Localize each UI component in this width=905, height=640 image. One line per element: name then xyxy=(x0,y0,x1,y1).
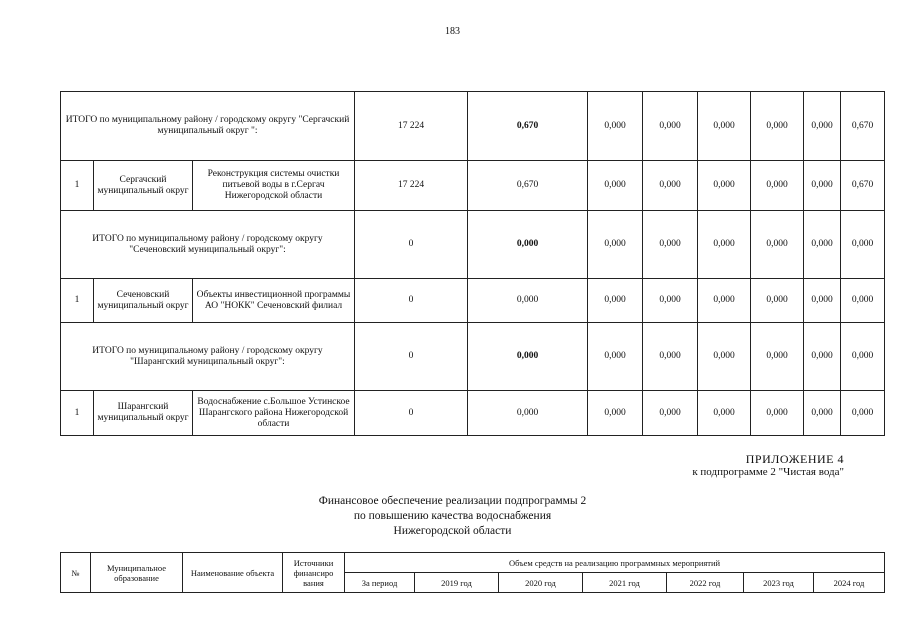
table-row-total xyxy=(61,211,885,279)
count-cell: 17 224 xyxy=(355,92,468,161)
value-cell: 0,000 xyxy=(751,279,804,323)
value-cell: 0,000 xyxy=(588,323,643,391)
section-heading-line1: Финансовое обеспечение реализации подпрограммы 2 xyxy=(318,495,587,507)
row-number: 1 xyxy=(61,391,94,436)
header-period: 2022 год xyxy=(667,573,744,593)
value-cell: 0,000 xyxy=(751,92,804,161)
section-heading-line3: Нижегородской области xyxy=(393,525,512,537)
value-cell: 0,000 xyxy=(804,323,841,391)
header-period: За период xyxy=(345,573,415,593)
value-cell: 0,000 xyxy=(643,161,698,211)
header-municipality: Муниципальное образование xyxy=(91,553,183,593)
value-cell: 0,000 xyxy=(698,279,751,323)
table-row-total xyxy=(61,92,885,161)
value-cell: 0,000 xyxy=(804,279,841,323)
value-cell: 0,000 xyxy=(841,279,885,323)
value-cell: 0,670 xyxy=(841,92,885,161)
value-cell: 0,000 xyxy=(841,391,885,436)
total-cell: 0,670 xyxy=(468,92,588,161)
header-object: Наименование объекта xyxy=(183,553,283,593)
value-cell: 0,000 xyxy=(841,211,885,279)
total-label: ИТОГО по муниципальному району / городскому округу "Сеченовский муниципальный округ": xyxy=(61,211,355,279)
value-cell: 0,000 xyxy=(643,92,698,161)
value-cell: 0,000 xyxy=(804,211,841,279)
count-cell: 0 xyxy=(355,279,468,323)
section-heading-line2: по повышению качества водоснабжения xyxy=(353,510,552,522)
financing-table xyxy=(60,91,885,436)
object-cell: Водоснабжение с.Большое Устинское Шарангского района Нижегородской области xyxy=(193,391,355,436)
municipality-cell: Сергачский муниципальный округ xyxy=(94,161,193,211)
count-cell: 0 xyxy=(355,211,468,279)
appendix-subtitle: к подпрограмме 2 "Чистая вода" xyxy=(692,466,844,478)
header-row xyxy=(61,553,885,573)
object-cell: Реконструкция системы очистки питьевой воды в г.Сергач Нижегородской области xyxy=(193,161,355,211)
value-cell: 0,000 xyxy=(698,92,751,161)
value-cell: 0,000 xyxy=(751,161,804,211)
count-cell: 0 xyxy=(355,391,468,436)
value-cell: 0,000 xyxy=(804,391,841,436)
header-period: 2023 год xyxy=(744,573,814,593)
value-cell: 0,000 xyxy=(643,323,698,391)
value-cell: 0,000 xyxy=(643,211,698,279)
total-cell: 0,670 xyxy=(468,161,588,211)
table-row-item xyxy=(61,391,885,436)
appendix-title: ПРИЛОЖЕНИЕ 4 xyxy=(745,452,844,466)
header-period: 2024 год xyxy=(814,573,885,593)
header-period: 2020 год xyxy=(499,573,583,593)
header-num: № xyxy=(61,553,91,593)
value-cell: 0,000 xyxy=(751,323,804,391)
total-cell: 0,000 xyxy=(468,211,588,279)
count-cell: 17 224 xyxy=(355,161,468,211)
header-period: 2019 год xyxy=(415,573,499,593)
page-number: 183 xyxy=(445,26,460,37)
municipality-cell: Сеченовский муниципальный округ xyxy=(94,279,193,323)
header-volume: Объем средств на реализацию программных мероприятий xyxy=(345,553,885,573)
row-number: 1 xyxy=(61,279,94,323)
total-label: ИТОГО по муниципальному району / городскому округу "Шарангский муниципальный округ": xyxy=(61,323,355,391)
value-cell: 0,000 xyxy=(698,211,751,279)
count-cell: 0 xyxy=(355,323,468,391)
value-cell: 0,000 xyxy=(698,161,751,211)
table-row-total xyxy=(61,323,885,391)
value-cell: 0,000 xyxy=(804,161,841,211)
municipality-cell: Шарангский муниципальный округ xyxy=(94,391,193,436)
value-cell: 0,000 xyxy=(588,161,643,211)
total-label: ИТОГО по муниципальному району / городскому округу "Сергачский муниципальный округ ": xyxy=(61,92,355,161)
value-cell: 0,000 xyxy=(698,323,751,391)
object-cell: Объекты инвестиционной программы АО "НОКК" Сеченовский филиал xyxy=(193,279,355,323)
value-cell: 0,000 xyxy=(841,323,885,391)
header-period: 2021 год xyxy=(583,573,667,593)
value-cell: 0,000 xyxy=(751,391,804,436)
table-row-item xyxy=(61,161,885,211)
value-cell: 0,000 xyxy=(643,279,698,323)
value-cell: 0,000 xyxy=(804,92,841,161)
value-cell: 0,000 xyxy=(588,211,643,279)
header-sources: Источники финансиро вания xyxy=(283,553,345,593)
value-cell: 0,000 xyxy=(588,279,643,323)
value-cell: 0,000 xyxy=(588,92,643,161)
value-cell: 0,000 xyxy=(643,391,698,436)
total-cell: 0,000 xyxy=(468,391,588,436)
value-cell: 0,000 xyxy=(751,211,804,279)
table-row-item xyxy=(61,279,885,323)
value-cell: 0,000 xyxy=(698,391,751,436)
value-cell: 0,000 xyxy=(588,391,643,436)
value-cell: 0,670 xyxy=(841,161,885,211)
total-cell: 0,000 xyxy=(468,279,588,323)
total-cell: 0,000 xyxy=(468,323,588,391)
row-number: 1 xyxy=(61,161,94,211)
financing-header-table xyxy=(60,552,885,593)
